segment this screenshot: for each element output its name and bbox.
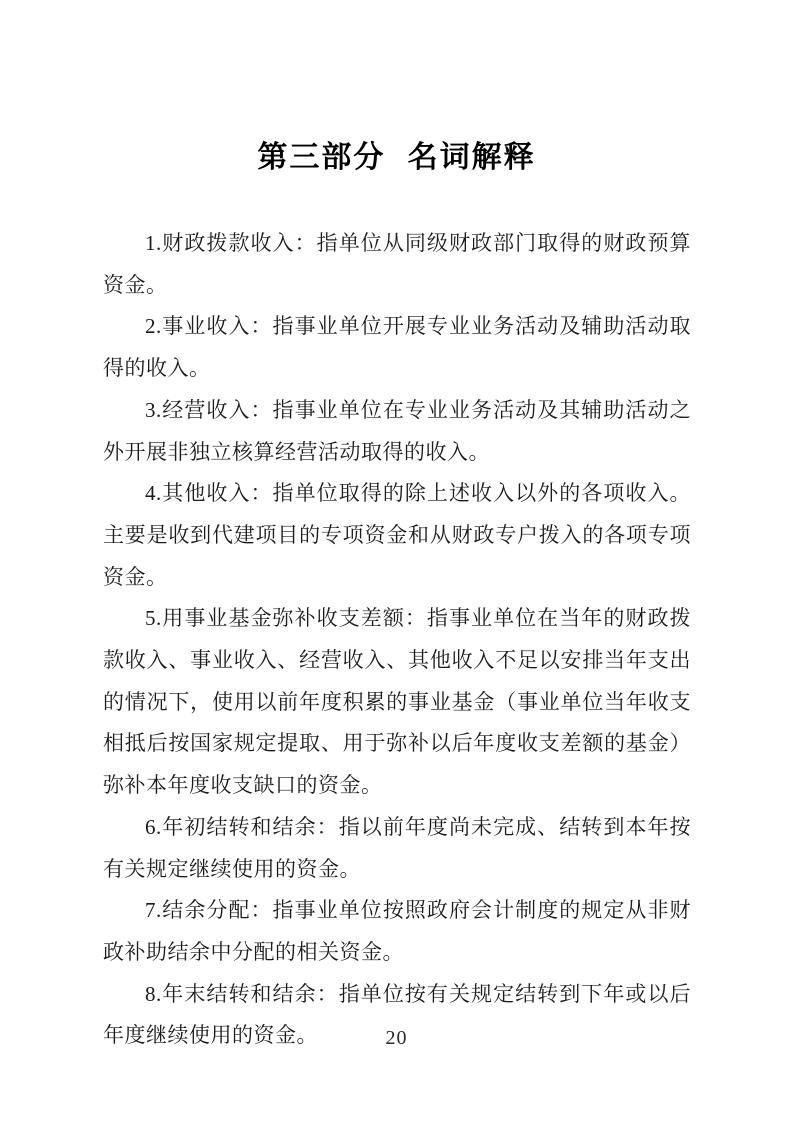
definition-paragraph: 2.事业收入：指事业单位开展专业业务活动及辅助活动取得的收入。	[103, 314, 691, 381]
document-title: 第三部分 名词解释	[257, 141, 536, 174]
definition-paragraph: 1.财政拨款收入：指单位从同级财政部门取得的财政预算资金。	[103, 231, 691, 297]
definition-paragraph: 7.结余分配：指事业单位按照政府会计制度的规定从非财政补助结余中分配的相关资金。	[103, 898, 691, 964]
definition-paragraph: 5.用事业基金弥补收支差额：指事业单位在当年的财政拨款收入、事业收入、经营收入、其他收入不足以安排当年支出的情况下，使用以前年度积累的事业基金（事业单位当年收支相抵后按国家规定提取、用于弥补以后年度收支差额的基金）弥补本年度收支缺口的资金。	[103, 606, 691, 798]
page-number: 20	[385, 1027, 408, 1049]
definition-paragraph: 6.年初结转和结余：指以前年度尚未完成、结转到本年按有关规定继续使用的资金。	[103, 814, 691, 881]
definition-paragraph: 4.其他收入：指单位取得的除上述收入以外的各项收入。主要是收到代建项目的专项资金和从财政专户拨入的各项专项资金。	[103, 481, 691, 589]
definitions-list	[103, 223, 691, 1057]
definition-paragraph: 8.年末结转和结余：指单位按有关规定结转到下年或以后年度继续使用的资金。	[103, 981, 691, 1048]
definition-paragraph: 3.经营收入：指事业单位在专业业务活动及其辅助活动之外开展非独立核算经营活动取得的收入。	[103, 397, 691, 464]
